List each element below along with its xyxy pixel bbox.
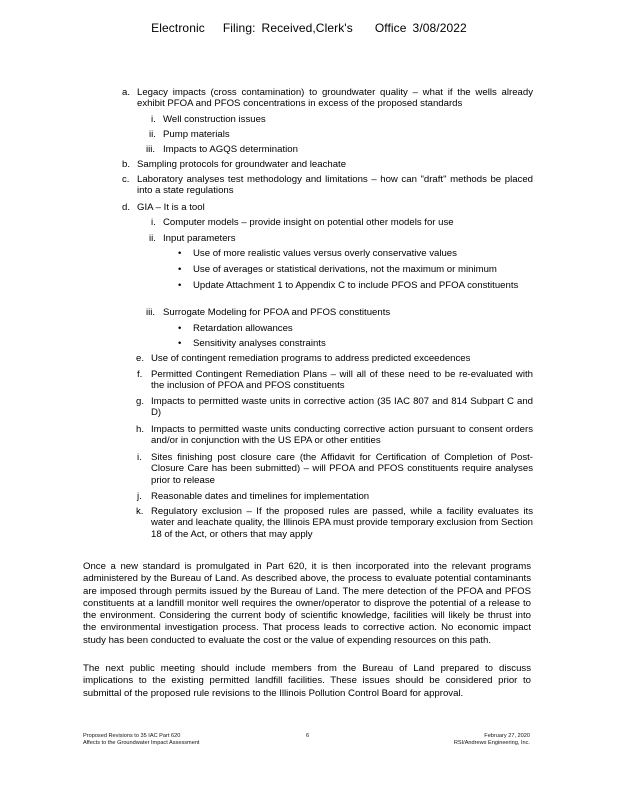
paragraph-standard-promulgation: Once a new standard is promulgated in Part 620, it is then incorporated into the relevant programs administered by the Bureau of Land. As described above, the process to evaluate potential contaminants are imposed through permits issued by the Bureau of Land. The mere detection of the PFOA and PFOS constituents at a landfill monitor well requires the owner/operator to disprove the potential of a release to the environment. Considering the current body of scientific knowledge, facilities will likely be thrust into the environmental investigation process. That process leads to corrective action. No economic impact study has been conducted to evaluate the cost or the value of expending resources on this path. xyxy=(83,561,531,646)
list-item-text: Well construction issues xyxy=(163,114,266,125)
list-item-text: Impacts to permitted waste units in corrective action (35 IAC 807 and 814 Subpart C and D) xyxy=(151,396,533,419)
footer-document-subtitle: Affects to the Groundwater Impact Assessment xyxy=(83,740,200,746)
footer-document-title: Proposed Revisions to 35 IAC Part 620 xyxy=(83,733,181,739)
footer-right xyxy=(454,733,530,747)
list-marker: g. xyxy=(136,396,145,407)
bullet-marker: • xyxy=(178,264,182,275)
bullet-text: Use of averages or statistical derivations, not the maximum or minimum xyxy=(193,264,497,275)
list-marker: a. xyxy=(122,87,131,98)
list-marker: i. xyxy=(151,217,156,228)
list-marker: h. xyxy=(136,424,145,435)
list-marker: iii. xyxy=(146,307,156,318)
list-marker: k. xyxy=(136,506,144,517)
list-item-text: Laboratory analyses test methodology and limitations – how can "draft" methods be placed into a state regulations xyxy=(137,174,533,197)
footer-company: RSI/Andrews Engineering, Inc. xyxy=(453,740,530,746)
bullet-text: Update Attachment 1 to Appendix C to include PFOS and PFOA constituents xyxy=(193,280,519,291)
list-marker: b. xyxy=(122,159,131,170)
header-electronic: Electronic xyxy=(151,21,205,35)
bullet-text: Retardation allowances xyxy=(193,323,293,334)
list-marker: i. xyxy=(151,114,156,125)
list-item-text: Sites finishing post closure care (the Affidavit for Certification of Completion of Post-Closure Care has been submitted) – will PFOA and PFOS constituents require analyses prior to release xyxy=(151,452,533,486)
list-item-text: Regulatory exclusion – If the proposed rules are passed, while a facility evaluates its water and leachate quality, the Illinois EPA must provide temporary exclusion from Section 18 of the Act, or others that may apply xyxy=(151,506,533,540)
header-filing: Filing: xyxy=(222,21,256,35)
list-marker: j. xyxy=(137,491,142,502)
list-item-text: Reasonable dates and timelines for implementation xyxy=(151,491,370,502)
list-item-text: Pump materials xyxy=(163,129,230,140)
footer-left xyxy=(83,733,200,747)
list-item-text: Legacy impacts (cross contamination) to groundwater quality – what if the wells already exhibit PFOA and PFOS concentrations in excess of the proposed standards xyxy=(137,87,533,110)
bullet-marker: • xyxy=(178,248,182,259)
bullet-marker: • xyxy=(178,338,182,349)
list-item-text: Permitted Contingent Remediation Plans – will all of these need to be re-evaluated with the inclusion of PFOA and PFOS constituents xyxy=(151,369,533,392)
paragraph-next-public-meeting: The next public meeting should include members from the Bureau of Land prepared to discuss implications to the existing permitted landfill facilities. These issues should be considered prior to submittal of the proposed rule revisions to the Illinois Pollution Control Board for approval. xyxy=(83,663,531,699)
list-marker: i. xyxy=(137,452,142,463)
list-marker: f. xyxy=(137,369,143,380)
list-marker: c. xyxy=(122,174,130,185)
list-item-text: Sampling protocols for groundwater and leachate xyxy=(137,159,347,170)
bullet-marker: • xyxy=(178,323,182,334)
header-office: Office xyxy=(374,21,407,35)
list-item-text: Computer models – provide insight on potential other models for use xyxy=(163,217,454,228)
list-marker: iii. xyxy=(146,144,156,155)
list-marker: e. xyxy=(136,353,145,364)
list-item-text: Impacts to permitted waste units conducting corrective action pursuant to consent orders and/or in conjunction with the US EPA or other entities xyxy=(151,424,533,447)
list-item-text: GIA – It is a tool xyxy=(137,202,205,213)
bullet-marker: • xyxy=(178,280,182,291)
list-item-text: Impacts to AGQS determination xyxy=(163,144,298,155)
list-marker: d. xyxy=(122,202,131,213)
footer-date: February 27, 2020 xyxy=(484,733,530,739)
header-date: 3/08/2022 xyxy=(412,21,467,35)
list-item-text: Input parameters xyxy=(163,233,236,244)
page-number: 6 xyxy=(306,733,310,739)
list-item-text: Use of contingent remediation programs to address predicted exceedences xyxy=(151,353,471,364)
header-received: Received,Clerk's xyxy=(261,21,353,35)
bullet-text: Use of more realistic values versus overly conservative values xyxy=(193,248,457,259)
list-marker: ii. xyxy=(149,233,156,244)
bullet-text: Sensitivity analyses constraints xyxy=(193,338,326,349)
filing-stamp-header xyxy=(0,21,618,35)
list-item-text: Surrogate Modeling for PFOA and PFOS constituents xyxy=(163,307,391,318)
list-marker: ii. xyxy=(149,129,156,140)
